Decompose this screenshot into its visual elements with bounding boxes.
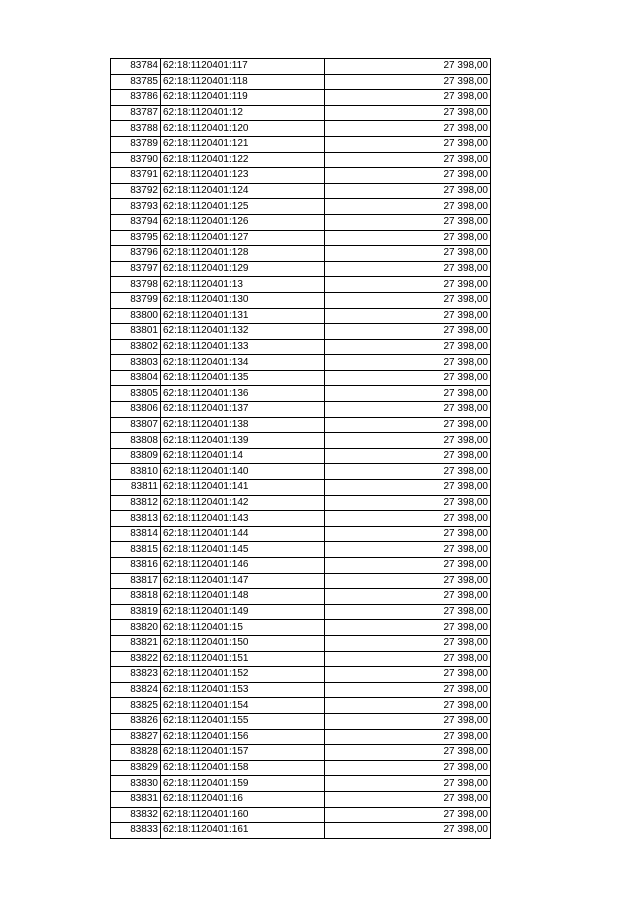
cadastral-number-cell: 62:18:1120401:143 <box>161 511 325 527</box>
cadastral-number-cell: 62:18:1120401:131 <box>161 308 325 324</box>
cadastral-value-cell: 27 398,00 <box>325 667 491 683</box>
cadastral-number-cell: 62:18:1120401:159 <box>161 776 325 792</box>
row-number-cell: 83824 <box>111 682 161 698</box>
row-number-cell: 83830 <box>111 776 161 792</box>
cadastral-value-cell: 27 398,00 <box>325 105 491 121</box>
table-row <box>111 246 491 262</box>
table-row <box>111 776 491 792</box>
cadastral-number-cell: 62:18:1120401:144 <box>161 526 325 542</box>
row-number-cell: 83806 <box>111 402 161 418</box>
cadastral-number-cell: 62:18:1120401:132 <box>161 324 325 340</box>
table-row <box>111 168 491 184</box>
cadastral-value-cell: 27 398,00 <box>325 214 491 230</box>
row-number-cell: 83784 <box>111 59 161 75</box>
cadastral-number-cell: 62:18:1120401:120 <box>161 121 325 137</box>
cadastral-number-cell: 62:18:1120401:136 <box>161 386 325 402</box>
table-row <box>111 105 491 121</box>
table-row <box>111 464 491 480</box>
table-row <box>111 292 491 308</box>
row-number-cell: 83825 <box>111 698 161 714</box>
cadastral-number-cell: 62:18:1120401:147 <box>161 573 325 589</box>
table-row <box>111 90 491 106</box>
table-row <box>111 136 491 152</box>
cadastral-number-cell: 62:18:1120401:117 <box>161 59 325 75</box>
cadastral-value-cell: 27 398,00 <box>325 807 491 823</box>
cadastral-value-cell: 27 398,00 <box>325 776 491 792</box>
cadastral-value-cell: 27 398,00 <box>325 651 491 667</box>
table-row <box>111 573 491 589</box>
row-number-cell: 83800 <box>111 308 161 324</box>
row-number-cell: 83786 <box>111 90 161 106</box>
cadastral-value-cell: 27 398,00 <box>325 402 491 418</box>
table-row <box>111 807 491 823</box>
table-row <box>111 448 491 464</box>
row-number-cell: 83796 <box>111 246 161 262</box>
row-number-cell: 83818 <box>111 589 161 605</box>
table-row <box>111 480 491 496</box>
table-row <box>111 59 491 75</box>
row-number-cell: 83816 <box>111 558 161 574</box>
cadastral-value-cell: 27 398,00 <box>325 698 491 714</box>
row-number-cell: 83832 <box>111 807 161 823</box>
cadastral-number-cell: 62:18:1120401:118 <box>161 74 325 90</box>
row-number-cell: 83794 <box>111 214 161 230</box>
table-row <box>111 339 491 355</box>
cadastral-value-table <box>110 58 491 839</box>
cadastral-value-cell: 27 398,00 <box>325 386 491 402</box>
cadastral-value-cell: 27 398,00 <box>325 589 491 605</box>
table-row <box>111 682 491 698</box>
table-row <box>111 729 491 745</box>
cadastral-value-cell: 27 398,00 <box>325 542 491 558</box>
cadastral-value-cell: 27 398,00 <box>325 308 491 324</box>
cadastral-number-cell: 62:18:1120401:154 <box>161 698 325 714</box>
table-row <box>111 370 491 386</box>
row-number-cell: 83826 <box>111 713 161 729</box>
table-row <box>111 199 491 215</box>
cadastral-value-cell: 27 398,00 <box>325 713 491 729</box>
cadastral-value-cell: 27 398,00 <box>325 199 491 215</box>
cadastral-number-cell: 62:18:1120401:134 <box>161 355 325 371</box>
table-row <box>111 417 491 433</box>
table-row <box>111 667 491 683</box>
row-number-cell: 83787 <box>111 105 161 121</box>
cadastral-number-cell: 62:18:1120401:128 <box>161 246 325 262</box>
row-number-cell: 83829 <box>111 760 161 776</box>
table-row <box>111 386 491 402</box>
cadastral-number-cell: 62:18:1120401:155 <box>161 713 325 729</box>
cadastral-value-cell: 27 398,00 <box>325 292 491 308</box>
table-row <box>111 402 491 418</box>
cadastral-number-cell: 62:18:1120401:124 <box>161 183 325 199</box>
table-row <box>111 495 491 511</box>
cadastral-value-cell: 27 398,00 <box>325 183 491 199</box>
table-row <box>111 355 491 371</box>
cadastral-value-cell: 27 398,00 <box>325 168 491 184</box>
cadastral-value-cell: 27 398,00 <box>325 74 491 90</box>
cadastral-value-cell: 27 398,00 <box>325 121 491 137</box>
cadastral-number-cell: 62:18:1120401:156 <box>161 729 325 745</box>
cadastral-value-cell: 27 398,00 <box>325 823 491 839</box>
table-row <box>111 698 491 714</box>
row-number-cell: 83789 <box>111 136 161 152</box>
table-row <box>111 511 491 527</box>
cadastral-value-cell: 27 398,00 <box>325 682 491 698</box>
cadastral-number-cell: 62:18:1120401:138 <box>161 417 325 433</box>
cadastral-number-cell: 62:18:1120401:135 <box>161 370 325 386</box>
cadastral-value-cell: 27 398,00 <box>325 791 491 807</box>
table-row <box>111 620 491 636</box>
row-number-cell: 83808 <box>111 433 161 449</box>
cadastral-value-cell: 27 398,00 <box>325 339 491 355</box>
row-number-cell: 83792 <box>111 183 161 199</box>
table-row <box>111 433 491 449</box>
row-number-cell: 83798 <box>111 277 161 293</box>
row-number-cell: 83819 <box>111 604 161 620</box>
cadastral-number-cell: 62:18:1120401:152 <box>161 667 325 683</box>
row-number-cell: 83795 <box>111 230 161 246</box>
cadastral-number-cell: 62:18:1120401:153 <box>161 682 325 698</box>
cadastral-value-cell: 27 398,00 <box>325 230 491 246</box>
row-number-cell: 83820 <box>111 620 161 636</box>
row-number-cell: 83821 <box>111 635 161 651</box>
cadastral-number-cell: 62:18:1120401:140 <box>161 464 325 480</box>
cadastral-number-cell: 62:18:1120401:150 <box>161 635 325 651</box>
row-number-cell: 83788 <box>111 121 161 137</box>
row-number-cell: 83813 <box>111 511 161 527</box>
table-row <box>111 308 491 324</box>
row-number-cell: 83807 <box>111 417 161 433</box>
row-number-cell: 83809 <box>111 448 161 464</box>
table-body <box>111 59 491 839</box>
cadastral-value-cell: 27 398,00 <box>325 745 491 761</box>
cadastral-value-cell: 27 398,00 <box>325 620 491 636</box>
row-number-cell: 83790 <box>111 152 161 168</box>
row-number-cell: 83827 <box>111 729 161 745</box>
row-number-cell: 83833 <box>111 823 161 839</box>
cadastral-number-cell: 62:18:1120401:126 <box>161 214 325 230</box>
row-number-cell: 83805 <box>111 386 161 402</box>
cadastral-number-cell: 62:18:1120401:141 <box>161 480 325 496</box>
cadastral-value-cell: 27 398,00 <box>325 277 491 293</box>
cadastral-value-cell: 27 398,00 <box>325 261 491 277</box>
cadastral-value-cell: 27 398,00 <box>325 464 491 480</box>
table-row <box>111 589 491 605</box>
cadastral-number-cell: 62:18:1120401:149 <box>161 604 325 620</box>
cadastral-number-cell: 62:18:1120401:157 <box>161 745 325 761</box>
cadastral-value-cell: 27 398,00 <box>325 480 491 496</box>
cadastral-number-cell: 62:18:1120401:137 <box>161 402 325 418</box>
table-row <box>111 745 491 761</box>
cadastral-value-cell: 27 398,00 <box>325 558 491 574</box>
cadastral-number-cell: 62:18:1120401:139 <box>161 433 325 449</box>
table-row <box>111 74 491 90</box>
cadastral-value-cell: 27 398,00 <box>325 604 491 620</box>
table-row <box>111 542 491 558</box>
cadastral-number-cell: 62:18:1120401:12 <box>161 105 325 121</box>
table-row <box>111 651 491 667</box>
cadastral-number-cell: 62:18:1120401:121 <box>161 136 325 152</box>
cadastral-value-cell: 27 398,00 <box>325 90 491 106</box>
cadastral-number-cell: 62:18:1120401:123 <box>161 168 325 184</box>
table-row <box>111 791 491 807</box>
row-number-cell: 83822 <box>111 651 161 667</box>
row-number-cell: 83793 <box>111 199 161 215</box>
cadastral-value-cell: 27 398,00 <box>325 495 491 511</box>
cadastral-number-cell: 62:18:1120401:158 <box>161 760 325 776</box>
cadastral-number-cell: 62:18:1120401:142 <box>161 495 325 511</box>
cadastral-value-cell: 27 398,00 <box>325 511 491 527</box>
table-row <box>111 152 491 168</box>
table-row <box>111 760 491 776</box>
cadastral-number-cell: 62:18:1120401:145 <box>161 542 325 558</box>
table-row <box>111 214 491 230</box>
cadastral-number-cell: 62:18:1120401:130 <box>161 292 325 308</box>
cadastral-number-cell: 62:18:1120401:148 <box>161 589 325 605</box>
row-number-cell: 83797 <box>111 261 161 277</box>
cadastral-number-cell: 62:18:1120401:127 <box>161 230 325 246</box>
cadastral-number-cell: 62:18:1120401:13 <box>161 277 325 293</box>
cadastral-value-cell: 27 398,00 <box>325 760 491 776</box>
row-number-cell: 83803 <box>111 355 161 371</box>
table-row <box>111 261 491 277</box>
row-number-cell: 83828 <box>111 745 161 761</box>
cadastral-value-cell: 27 398,00 <box>325 152 491 168</box>
table-row <box>111 277 491 293</box>
cadastral-value-cell: 27 398,00 <box>325 729 491 745</box>
cadastral-number-cell: 62:18:1120401:160 <box>161 807 325 823</box>
table-row <box>111 713 491 729</box>
table-row <box>111 230 491 246</box>
table-row <box>111 121 491 137</box>
row-number-cell: 83801 <box>111 324 161 340</box>
cadastral-number-cell: 62:18:1120401:146 <box>161 558 325 574</box>
cadastral-value-cell: 27 398,00 <box>325 246 491 262</box>
row-number-cell: 83812 <box>111 495 161 511</box>
cadastral-number-cell: 62:18:1120401:14 <box>161 448 325 464</box>
cadastral-value-cell: 27 398,00 <box>325 370 491 386</box>
table-row <box>111 604 491 620</box>
row-number-cell: 83791 <box>111 168 161 184</box>
cadastral-value-cell: 27 398,00 <box>325 526 491 542</box>
row-number-cell: 83810 <box>111 464 161 480</box>
table-row <box>111 526 491 542</box>
cadastral-value-cell: 27 398,00 <box>325 355 491 371</box>
cadastral-value-cell: 27 398,00 <box>325 417 491 433</box>
cadastral-number-cell: 62:18:1120401:16 <box>161 791 325 807</box>
cadastral-number-cell: 62:18:1120401:151 <box>161 651 325 667</box>
table-row <box>111 324 491 340</box>
table-row <box>111 635 491 651</box>
cadastral-value-cell: 27 398,00 <box>325 573 491 589</box>
row-number-cell: 83814 <box>111 526 161 542</box>
row-number-cell: 83817 <box>111 573 161 589</box>
table-row <box>111 558 491 574</box>
row-number-cell: 83799 <box>111 292 161 308</box>
cadastral-value-cell: 27 398,00 <box>325 635 491 651</box>
table-row <box>111 183 491 199</box>
row-number-cell: 83823 <box>111 667 161 683</box>
cadastral-number-cell: 62:18:1120401:133 <box>161 339 325 355</box>
row-number-cell: 83785 <box>111 74 161 90</box>
cadastral-value-cell: 27 398,00 <box>325 324 491 340</box>
cadastral-value-cell: 27 398,00 <box>325 136 491 152</box>
row-number-cell: 83802 <box>111 339 161 355</box>
cadastral-value-cell: 27 398,00 <box>325 448 491 464</box>
row-number-cell: 83831 <box>111 791 161 807</box>
row-number-cell: 83811 <box>111 480 161 496</box>
cadastral-number-cell: 62:18:1120401:161 <box>161 823 325 839</box>
table-row <box>111 823 491 839</box>
cadastral-number-cell: 62:18:1120401:15 <box>161 620 325 636</box>
cadastral-number-cell: 62:18:1120401:119 <box>161 90 325 106</box>
cadastral-value-cell: 27 398,00 <box>325 59 491 75</box>
row-number-cell: 83804 <box>111 370 161 386</box>
cadastral-value-cell: 27 398,00 <box>325 433 491 449</box>
cadastral-number-cell: 62:18:1120401:129 <box>161 261 325 277</box>
cadastral-number-cell: 62:18:1120401:125 <box>161 199 325 215</box>
cadastral-number-cell: 62:18:1120401:122 <box>161 152 325 168</box>
row-number-cell: 83815 <box>111 542 161 558</box>
